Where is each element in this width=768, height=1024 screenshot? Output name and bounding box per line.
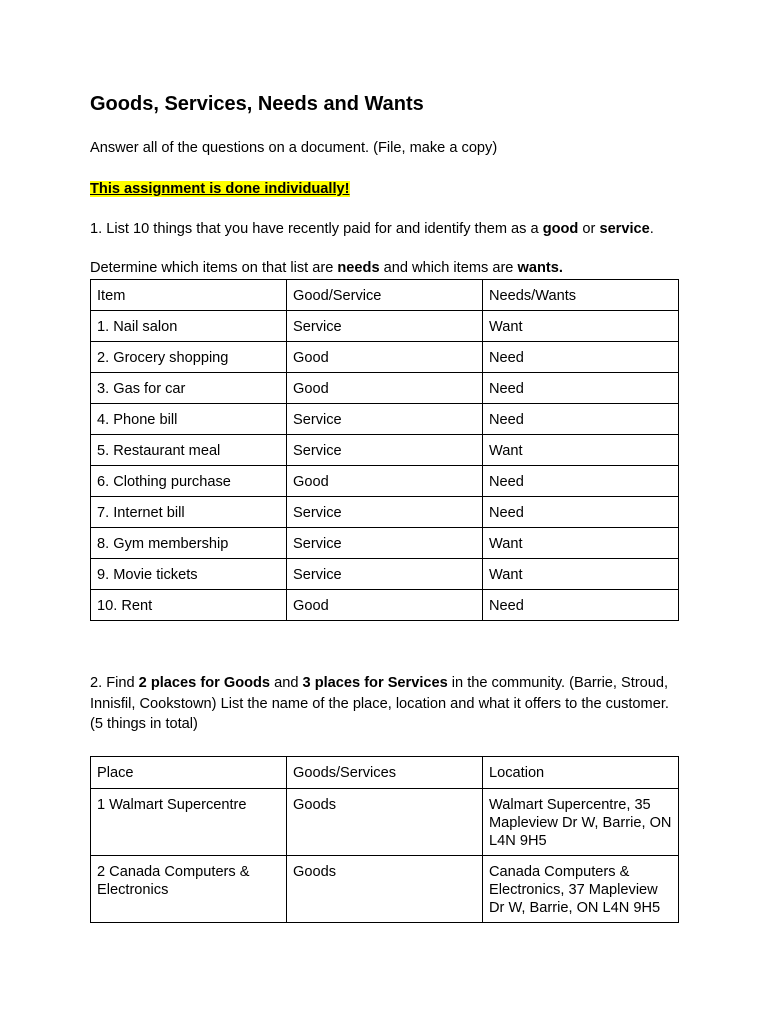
table-row: [91, 373, 679, 404]
table-row: [91, 435, 679, 466]
q2-and: and: [270, 675, 303, 691]
table2-body: [91, 757, 679, 923]
q2-rest: in the community. (Barrie, Stroud, Innisfil, Cookstown) List the name of the place, location and what it offers to the customer. (5 things in total): [90, 675, 669, 732]
q2-prefix: 2. Find: [90, 675, 139, 691]
q1-end: .: [649, 221, 654, 237]
header-good-service: Good/Service: [287, 280, 483, 311]
item-cell: 2. Grocery shopping: [91, 342, 287, 373]
question-1-determine: [90, 258, 678, 279]
q1-service: service: [599, 221, 650, 237]
q2-services: 3 places for Services: [302, 675, 448, 691]
table-header-row: [91, 280, 679, 311]
good-service-cell: Service: [287, 435, 483, 466]
question-1: [90, 219, 678, 240]
needs-wants-cell: Need: [483, 404, 679, 435]
q1-and: and which items are: [379, 260, 518, 276]
table-row: [91, 528, 679, 559]
item-cell: 5. Restaurant meal: [91, 435, 287, 466]
item-cell: 4. Phone bill: [91, 404, 287, 435]
instructions-text: Answer all of the questions on a document. (File, make a copy): [90, 140, 498, 156]
good-service-cell: Service: [287, 404, 483, 435]
page-title: Goods, Services, Needs and Wants: [90, 93, 424, 115]
header-place: Place: [91, 757, 287, 789]
item-cell: 8. Gym membership: [91, 528, 287, 559]
q2-goods: 2 places for Goods: [138, 675, 271, 691]
good-service-cell: Good: [287, 342, 483, 373]
q1-or: or: [578, 221, 600, 237]
good-service-cell: Service: [287, 497, 483, 528]
table-row: [91, 559, 679, 590]
table-row: [91, 466, 679, 497]
good-service-cell: Service: [287, 311, 483, 342]
table-row: [91, 789, 679, 856]
needs-wants-cell: Need: [483, 590, 679, 621]
needs-wants-cell: Need: [483, 342, 679, 373]
location-cell: Canada Computers & Electronics, 37 Mapleview Dr W, Barrie, ON L4N 9H5: [483, 856, 679, 923]
item-cell: 3. Gas for car: [91, 373, 287, 404]
good-service-cell: Service: [287, 528, 483, 559]
table-row: [91, 311, 679, 342]
item-cell: 1. Nail salon: [91, 311, 287, 342]
table-row: [91, 497, 679, 528]
table-row: [91, 404, 679, 435]
good-service-cell: Service: [287, 559, 483, 590]
needs-wants-cell: Want: [483, 311, 679, 342]
place-cell: 2 Canada Computers & Electronics: [91, 856, 287, 923]
needs-wants-cell: Need: [483, 497, 679, 528]
question-2: [90, 673, 678, 735]
table-header-row: [91, 757, 679, 789]
goods-services-cell: Goods: [287, 789, 483, 856]
item-cell: 10. Rent: [91, 590, 287, 621]
table-row: [91, 342, 679, 373]
goods-services-cell: Goods: [287, 856, 483, 923]
item-cell: 6. Clothing purchase: [91, 466, 287, 497]
header-goods-services: Goods/Services: [287, 757, 483, 789]
location-cell: Walmart Supercentre, 35 Mapleview Dr W, Barrie, ON L4N 9H5: [483, 789, 679, 856]
table-row: [91, 590, 679, 621]
places-table: [90, 756, 679, 923]
header-location: Location: [483, 757, 679, 789]
q1-determine-prefix: Determine which items on that list are: [90, 260, 338, 276]
goods-services-table: [90, 279, 679, 621]
needs-wants-cell: Want: [483, 435, 679, 466]
table1-body: [91, 280, 679, 621]
place-cell: 1 Walmart Supercentre: [91, 789, 287, 856]
q1-needs: needs: [337, 260, 380, 276]
q1-wants: wants.: [517, 260, 563, 276]
q1-good: good: [542, 221, 579, 237]
needs-wants-cell: Want: [483, 559, 679, 590]
table-row: [91, 856, 679, 923]
q1-prefix: 1. List 10 things that you have recently paid for and identify them as a: [90, 221, 543, 237]
individual-notice: This assignment is done individually!: [90, 181, 350, 197]
good-service-cell: Good: [287, 590, 483, 621]
needs-wants-cell: Need: [483, 373, 679, 404]
needs-wants-cell: Need: [483, 466, 679, 497]
header-item: Item: [91, 280, 287, 311]
item-cell: 7. Internet bill: [91, 497, 287, 528]
good-service-cell: Good: [287, 373, 483, 404]
item-cell: 9. Movie tickets: [91, 559, 287, 590]
needs-wants-cell: Want: [483, 528, 679, 559]
notice-line: [90, 179, 678, 200]
header-needs-wants: Needs/Wants: [483, 280, 679, 311]
good-service-cell: Good: [287, 466, 483, 497]
